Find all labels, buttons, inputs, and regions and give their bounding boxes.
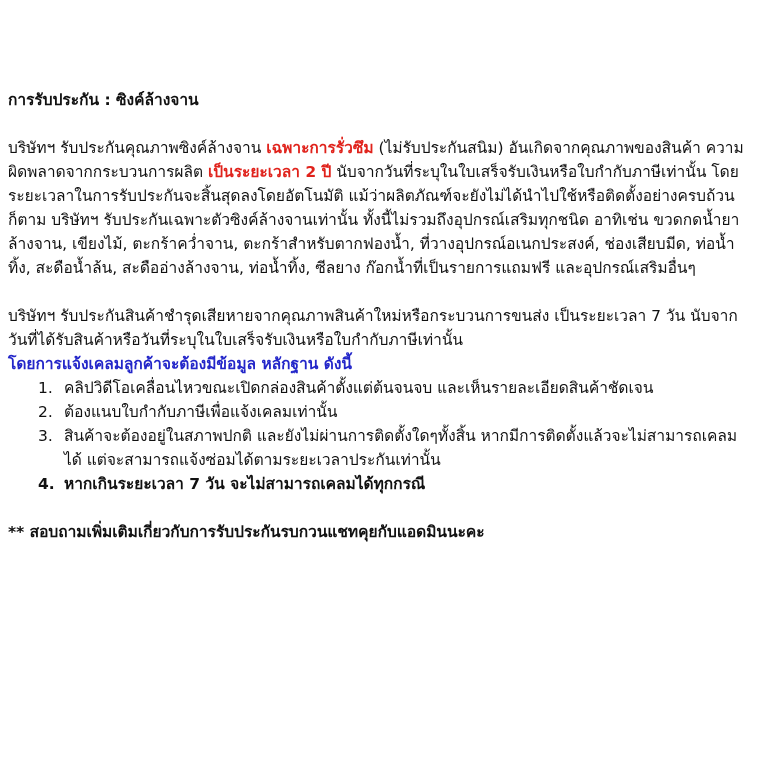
claim-requirements-heading: โดยการแจ้งเคลมลูกค้าจะต้องมีข้อมูล หลักฐาน ดังนี้ xyxy=(8,355,353,373)
list-item xyxy=(8,400,750,424)
list-item-text: คลิปวิดีโอเคลื่อนไหวขณะเปิดกล่องสินค้าตั้งแต่ต้นจนจบ และเห็นรายละเอียดสินค้าชัดเจน xyxy=(64,379,654,397)
list-item-text: หากเกินระยะเวลา 7 วัน จะไม่สามารถเคลมได้ทุกกรณี xyxy=(64,475,426,493)
warranty-document xyxy=(8,88,750,544)
warranty-text-3: นับจากวันที่ระบุในใบเสร็จรับเงินหรือใบกำกับภาษีเท่านั้น โดยระยะเวลาในการรับประกันจะสิ้นสุดลงโดยอัตโนมัติ แม้ว่าผลิตภัณฑ์จะยังไม่ได้นำไปใช้หรือติดตั้งอย่างครบถ้วนก็ตาม บริษัทฯ รับประกันเฉพาะตัวซิงค์ล้างจานเท่านั้น ทั้งนี้ไม่รวมถึงอุปกรณ์เสริมทุกชนิด อาทิเช่น ขวดกดน้ำยาล้างจาน, เขียงไม้, ตะกร้าคว่ำจาน, ตะกร้าสำหรับตากฟองน้ำ, ที่วางอุปกรณ์อเนกประสงค์, ช่องเสียบมีด, ท่อน้ำทิ้ง, สะดือน้ำล้น, สะดืออ่างล้างจาน, ท่อน้ำทิ้ง, ซีลยาง ก๊อกน้ำที่เป็นรายการแถมฟรี และอุปกรณ์เสริมอื่นๆ xyxy=(8,163,740,277)
warranty-text-1: บริษัทฯ รับประกันคุณภาพซิงค์ล้างจาน xyxy=(8,139,267,157)
list-item-text: สินค้าจะต้องอยู่ในสภาพปกติ และยังไม่ผ่านการติดตั้งใดๆทั้งสิ้น หากมีการติดตั้งแล้วจะไม่สามารถเคลมได้ แต่จะสามารถแจ้งซ่อมได้ตามระยะเวลาประกันเท่านั้น xyxy=(64,427,738,469)
spacer xyxy=(8,280,750,304)
list-item xyxy=(8,472,750,496)
spacer xyxy=(8,496,750,520)
list-item xyxy=(8,424,750,472)
warranty-paragraph xyxy=(8,136,750,280)
leak-only-highlight: เฉพาะการรั่วซึม xyxy=(266,139,374,157)
claim-conditions-list xyxy=(8,376,750,496)
list-number: 3. xyxy=(38,427,53,445)
list-number: 4. xyxy=(38,475,55,493)
transport-warranty-paragraph: บริษัทฯ รับประกันสินค้าชำรุดเสียหายจากคุณภาพสินค้าใหม่หรือกระบวนการขนส่ง เป็นระยะเวลา 7 วัน นับจากวันที่ได้รับสินค้าหรือวันที่ระบุในใบเสร็จรับเงินหรือใบกำกับภาษีเท่านั้น xyxy=(8,307,738,349)
warranty-text-2: (ไม่รับประกันสนิม) อันเกิดจากคุณภาพของสินค้า ความผิดพลาดจากกระบวนการผลิต xyxy=(8,139,744,181)
list-item xyxy=(8,376,750,400)
contact-admin-note: ** สอบถามเพิ่มเติมเกี่ยวกับการรับประกันรบกวนแชทคุยกับแอดมินนะคะ xyxy=(8,523,485,541)
page-title: การรับประกัน : ซิงค์ล้างจาน xyxy=(8,91,199,109)
list-number: 1. xyxy=(38,379,53,397)
two-year-highlight: เป็นระยะเวลา 2 ปี xyxy=(207,163,332,181)
list-item-text: ต้องแนบใบกำกับภาษีเพื่อแจ้งเคลมเท่านั้น xyxy=(64,403,338,421)
list-number: 2. xyxy=(38,403,53,421)
